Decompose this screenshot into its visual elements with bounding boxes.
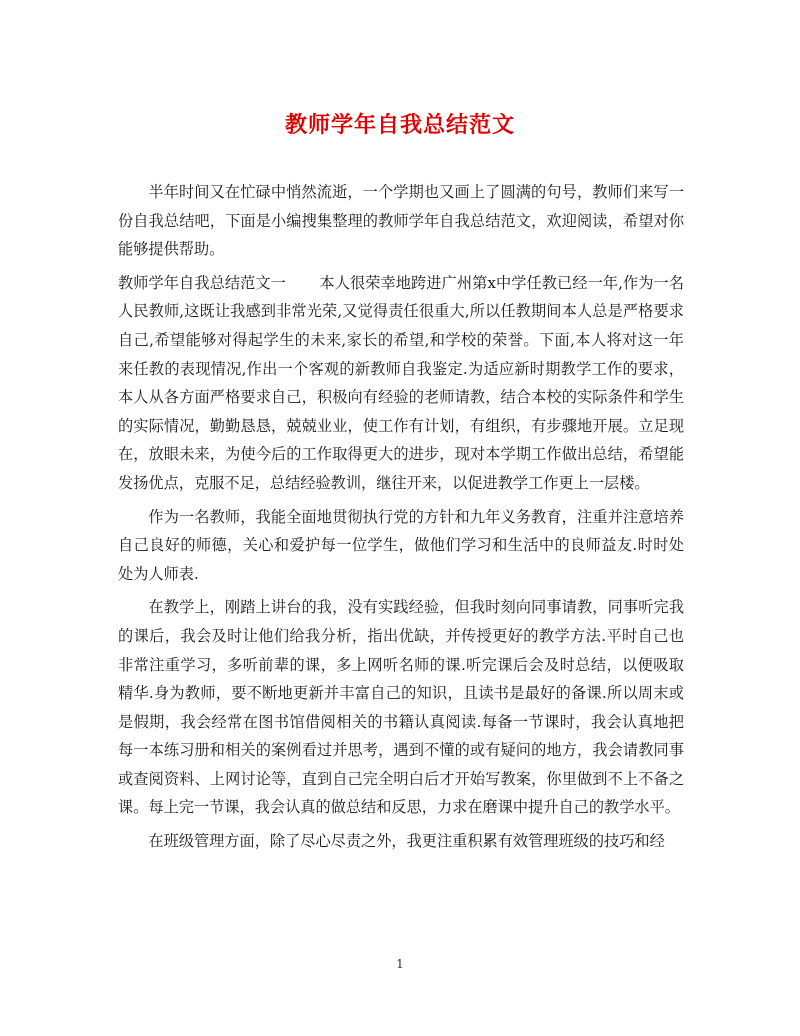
section-one-paragraph [118,269,684,498]
body-paragraph-3: 在班级管理方面，除了尽心尽责之外，我更注重积累有效管理班级的技巧和经 [148,832,665,851]
section-heading: 教师学年自我总结范文一 [118,273,286,292]
intro-paragraph: 半年时间又在忙碌中悄然流逝，一个学期也又画上了圆满的句号，教师们来写一份自我总结吧，下面是小编搜集整理的教师学年自我总结范文，欢迎阅读，希望对你能够提供帮助。 [118,183,684,259]
document-title: 教师学年自我总结范文 [284,112,515,138]
body-paragraph-1: 作为一名教师，我能全面地贯彻执行党的方针和九年义务教育，注重并注意培养自己良好的师德，关心和爱护每一位学生，做他们学习和生活中的良师益友.时时处处为人师表. [118,507,684,583]
document-body [118,178,684,861]
body-paragraph-2: 在教学上，刚踏上讲台的我，没有实践经验，但我时刻向同事请教，同事听完我的课后，我会及时让他们给我分析，指出优缺，并传授更好的教学方法.平时自己也非常注重学习，多听前辈的课，多上网听名师的课.听完课后会及时总结，以便吸取精华.身为教师，要不断地更新并丰富自己的知识，且读书是最好的备课.所以周末或是假期，我会经常在图书馆借阅相关的书籍认真阅读.每备一节课时，我会认真地把每一本练习册和相关的案例看过并思考，遇到不懂的或有疑问的地方，我会请教同事或查阅资料、上网讨论等，直到自己完全明白后才开始写教案，你里做到不上不备之课。每上完一节课，我会认真的做总结和反思，力求在磨课中提升自己的教学水平。 [118,598,684,817]
page-number: 1 [396,957,404,971]
section-one-text: 本人很荣幸地跨进广州第x中学任教已经一年,作为一名人民教师,这既让我感到非常光荣,又觉得责任很重大,所以任教期间本人总是严格要求自己,希望能够对得起学生的未来,家长的希望,和学校的荣誉。下面,本人将对这一年来任教的表现情况,作出一个客观的新教师自我鉴定.为适应新时期教学工作的要求，本人从各方面严格要求自己，积极向有经验的老师请教，结合本校的实际条件和学生的实际情况，勤勤恳恳，兢兢业业，使工作有计划，有组织，有步骤地开展。立足现在，放眼未来，为使今后的工作取得更大的进步，现对本学期工作做出总结，希望能发扬优点，克服不足，总结经验教训，继往开来，以促进教学工作更上一层楼。 [118,273,684,492]
